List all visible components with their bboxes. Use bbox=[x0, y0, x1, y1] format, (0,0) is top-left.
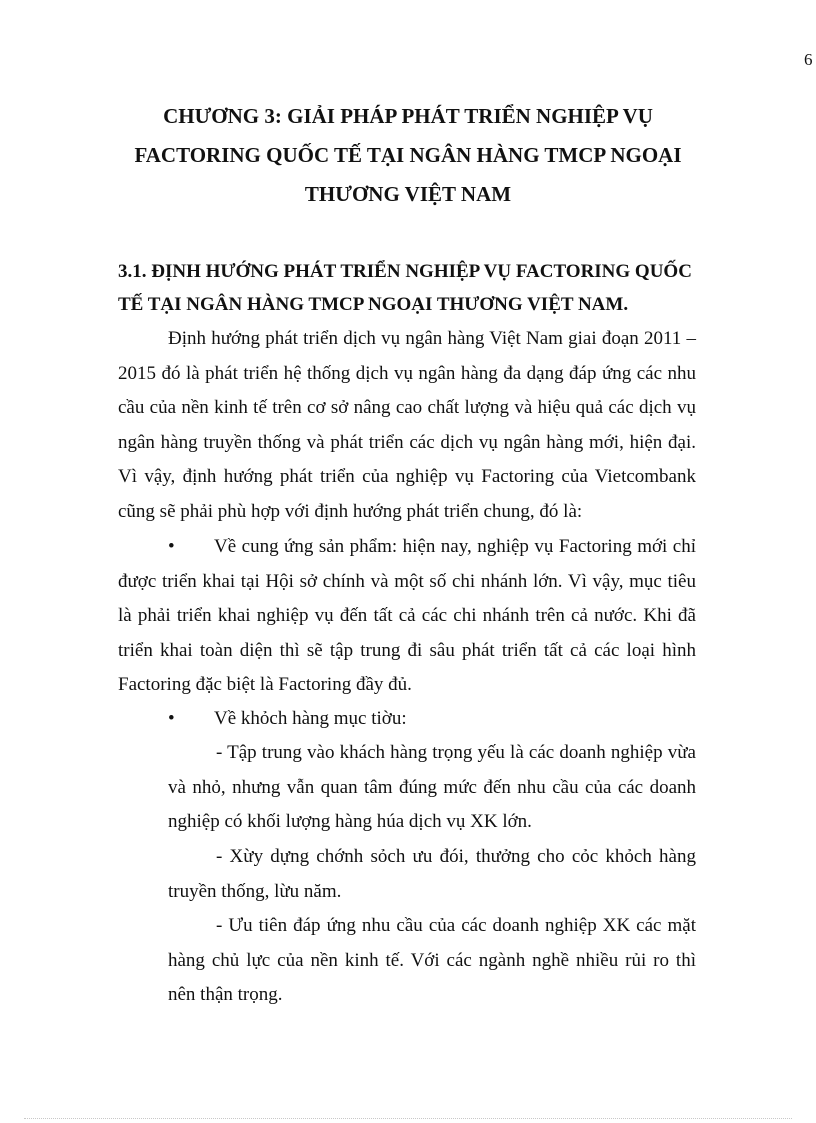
list-item bbox=[118, 530, 696, 703]
section-heading-line: 3.1. ĐỊNH HƯỚNG PHÁT TRIỂN NGHIỆP VỤ FACTORING QUỐC bbox=[118, 261, 692, 282]
chapter-title-line: FACTORING QUỐC TẾ TẠI NGÂN HÀNG TMCP NGOẠI bbox=[134, 143, 682, 167]
intro-paragraph bbox=[118, 322, 696, 529]
page-number: 6 bbox=[804, 50, 813, 69]
sub-list-item: - Tập trung vào khách hàng trọng yếu là các doanh nghiệp vừa và nhỏ, nhưng vẫn quan tâm đúng mức đến nhu cầu của các doanh nghiệp có khối lượng hàng húa dịch vụ XK lớn. bbox=[168, 742, 696, 832]
section-heading bbox=[118, 255, 698, 321]
list-item bbox=[118, 702, 696, 737]
chapter-title bbox=[95, 97, 721, 214]
section-heading-line: TẾ TẠI NGÂN HÀNG TMCP NGOẠI THƯƠNG VIỆT NAM. bbox=[118, 294, 629, 315]
bullet-text: Về cung ứng sản phẩm: hiện nay, nghiệp vụ Factoring mới chỉ được triển khai tại Hội sở chính và một số chi nhánh lớn. Vì vậy, mục tiêu là phải triển khai nghiệp vụ đến tất cả các chi nhánh trên cả nước. Khi đã triển khai toàn diện thì sẽ tập trung đi sâu phát triển tất cả các loại hình Factoring đặc biệt là Factoring đầy đủ. bbox=[118, 536, 696, 695]
chapter-title-line: CHƯƠNG 3: GIẢI PHÁP PHÁT TRIỂN NGHIỆP VỤ bbox=[163, 104, 653, 128]
intro-paragraph-text: Định hướng phát triển dịch vụ ngân hàng Việt Nam giai đoạn 2011 – 2015 đó là phát triển hệ thống dịch vụ ngân hàng đa dạng đáp ứng các nhu cầu của nền kinh tế trên cơ sở nâng cao chất lượng và hiệu quả các dịch vụ ngân hàng truyền thống và phát triển các dịch vụ ngân hàng mới, hiện đại. Vì vậy, định hướng phát triển của nghiệp vụ Factoring của Vietcombank cũng sẽ phải phù hợp với định hướng phát triển chung, đó là: bbox=[118, 328, 696, 522]
sub-list-item: - Ưu tiên đáp ứng nhu cầu của các doanh nghiệp XK các mặt hàng chủ lực của nền kinh tế. Với các ngành nghề nhiều rủi ro thì nên thận trọng. bbox=[168, 915, 696, 1005]
chapter-title-line: THƯƠNG VIỆT NAM bbox=[304, 182, 512, 206]
bullet-text: Về khỏch hàng mục tiờu: bbox=[214, 708, 407, 729]
page-bottom-divider bbox=[24, 1118, 792, 1119]
sub-list-item: - Xừy dựng chớnh sỏch ưu đói, thưởng cho cỏc khỏch hàng truyền thống, lừu năm. bbox=[168, 846, 696, 902]
bullet-icon: • bbox=[168, 536, 175, 557]
bullet-icon: • bbox=[168, 708, 175, 729]
